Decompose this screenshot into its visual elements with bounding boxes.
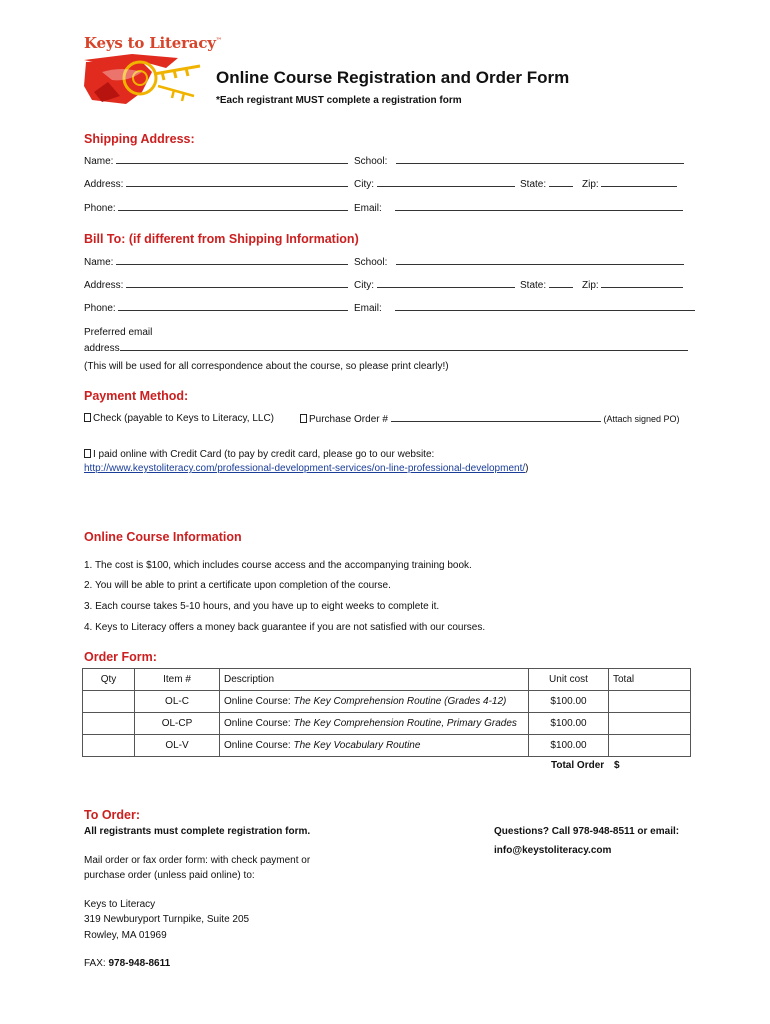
questions-line: Questions? Call 978-948-8511 or email: (494, 826, 680, 837)
shipping-zip-label: Zip: (582, 179, 599, 190)
desc-prefix: Online Course: (224, 718, 294, 729)
address-line-2: 319 Newburyport Turnpike, Suite 205 (84, 914, 250, 925)
payment-url-line (84, 463, 528, 474)
fax-label: FAX: (84, 958, 106, 969)
payment-online-option[interactable] (84, 449, 434, 460)
shipping-address-label: Address: (84, 179, 124, 190)
qty-cell-3[interactable] (83, 735, 135, 757)
desc-title: The Key Comprehension Routine, Primary Grades (293, 718, 517, 729)
billing-state-field[interactable] (520, 279, 573, 291)
po-checkbox[interactable] (300, 414, 307, 423)
shipping-name-field[interactable] (84, 155, 348, 167)
url-close: ) (525, 463, 529, 474)
course-info-item-1: 1. The cost is $100, which includes course access and the accompanying training book. (84, 560, 472, 571)
shipping-address-field[interactable] (84, 178, 348, 190)
shipping-phone-label: Phone: (84, 203, 116, 214)
course-info-item-4: 4. Keys to Literacy offers a money back guarantee if you are not satisfied with our courses. (84, 622, 486, 633)
qty-cell-1[interactable] (83, 691, 135, 713)
item-cell: OL-V (135, 735, 220, 757)
billing-email-label: Email: (354, 303, 382, 314)
logo-graphic (82, 52, 212, 107)
shipping-email-field[interactable] (354, 202, 683, 214)
table-row (83, 735, 691, 757)
table-row (83, 713, 691, 735)
total-cell-2[interactable] (609, 713, 691, 735)
billing-state-label: State: (520, 280, 547, 291)
desc-title: The Key Vocabulary Routine (293, 740, 421, 751)
payment-heading: Payment Method: (84, 389, 189, 403)
logo-text: Keys to Literacy™ (84, 34, 222, 52)
order-header-row (83, 669, 691, 691)
total-cell-1[interactable] (609, 691, 691, 713)
mail-order-line-1: Mail order or fax order form: with check payment or (84, 855, 311, 866)
shipping-school-field[interactable] (354, 155, 684, 167)
online-checkbox[interactable] (84, 449, 91, 458)
preferred-email-note: (This will be used for all correspondence about the course, so please print clearly!) (84, 361, 449, 372)
billing-address-field[interactable] (84, 279, 348, 291)
shipping-school-label: School: (354, 156, 388, 167)
shipping-city-field[interactable] (354, 178, 515, 190)
fax-value: 978-948-8611 (108, 958, 171, 969)
preferred-email-label-1: Preferred email (84, 327, 153, 338)
shipping-zip-field[interactable] (582, 178, 677, 190)
desc-cell (220, 735, 529, 757)
shipping-city-label: City: (354, 179, 374, 190)
address-line-1: Keys to Literacy (84, 899, 156, 910)
billing-phone-label: Phone: (84, 303, 116, 314)
page-subtitle: *Each registrant MUST complete a registration form (216, 95, 462, 106)
header-item: Item # (135, 669, 220, 691)
fax-line (84, 958, 170, 969)
item-cell: OL-CP (135, 713, 220, 735)
order-table (82, 668, 691, 757)
mail-order-line-2: purchase order (unless paid online) to: (84, 870, 255, 881)
billing-school-field[interactable] (354, 256, 684, 268)
page-title: Online Course Registration and Order Form (216, 68, 570, 87)
desc-prefix: Online Course: (224, 696, 294, 707)
billing-zip-field[interactable] (582, 279, 683, 291)
preferred-email-field[interactable] (84, 342, 688, 354)
total-order-label: Total Order (551, 760, 605, 771)
unit-cell: $100.00 (529, 713, 609, 735)
billing-city-field[interactable] (354, 279, 515, 291)
contact-email[interactable]: info@keystoliteracy.com (494, 845, 612, 856)
billing-name-label: Name: (84, 257, 114, 268)
total-cell-3[interactable] (609, 735, 691, 757)
unit-cell: $100.00 (529, 735, 609, 757)
desc-prefix: Online Course: (224, 740, 294, 751)
course-info-item-2: 2. You will be able to print a certificate upon completion of the course. (84, 580, 391, 591)
header-unit-cost: Unit cost (529, 669, 609, 691)
preferred-email-label-2: address (84, 343, 120, 354)
website-link[interactable]: http://www.keystoliteracy.com/professional-development-services/on-line-professional-development/ (84, 463, 526, 474)
table-row (83, 691, 691, 713)
header-qty: Qty (83, 669, 135, 691)
desc-title: The Key Comprehension Routine (Grades 4-12) (293, 696, 507, 707)
billing-school-label: School: (354, 257, 388, 268)
po-label: Purchase Order # (309, 414, 388, 425)
item-cell: OL-C (135, 691, 220, 713)
shipping-state-label: State: (520, 179, 547, 190)
desc-cell (220, 691, 529, 713)
course-info-heading: Online Course Information (84, 530, 242, 544)
check-checkbox[interactable] (84, 413, 91, 422)
billing-name-field[interactable] (84, 256, 348, 268)
billing-email-field[interactable] (354, 302, 695, 314)
shipping-email-label: Email: (354, 203, 382, 214)
billing-zip-label: Zip: (582, 280, 599, 291)
shipping-phone-field[interactable] (84, 202, 348, 214)
billing-phone-field[interactable] (84, 302, 348, 314)
payment-po-option[interactable] (300, 413, 680, 425)
unit-cell: $100.00 (529, 691, 609, 713)
desc-cell (220, 713, 529, 735)
payment-check-option[interactable] (84, 413, 274, 424)
total-order-value[interactable]: $ (614, 760, 620, 771)
qty-cell-2[interactable] (83, 713, 135, 735)
check-label: Check (payable to Keys to Literacy, LLC) (93, 413, 275, 424)
all-registrants-note: All registrants must complete registration form. (84, 826, 311, 837)
order-form-heading: Order Form: (84, 650, 157, 664)
address-line-3: Rowley, MA 01969 (84, 930, 167, 941)
shipping-name-label: Name: (84, 156, 114, 167)
billing-heading: Bill To: (if different from Shipping Information) (84, 232, 359, 246)
to-order-heading: To Order: (84, 808, 141, 822)
billing-address-label: Address: (84, 280, 124, 291)
online-label: I paid online with Credit Card (to pay by credit card, please go to our website: (93, 449, 435, 460)
billing-city-label: City: (354, 280, 374, 291)
course-info-item-3: 3. Each course takes 5-10 hours, and you have up to eight weeks to complete it. (84, 601, 440, 612)
shipping-state-field[interactable] (520, 178, 573, 190)
shipping-heading: Shipping Address: (84, 132, 195, 146)
header-total: Total (609, 669, 691, 691)
po-note: (Attach signed PO) (603, 414, 680, 424)
header-description: Description (220, 669, 529, 691)
